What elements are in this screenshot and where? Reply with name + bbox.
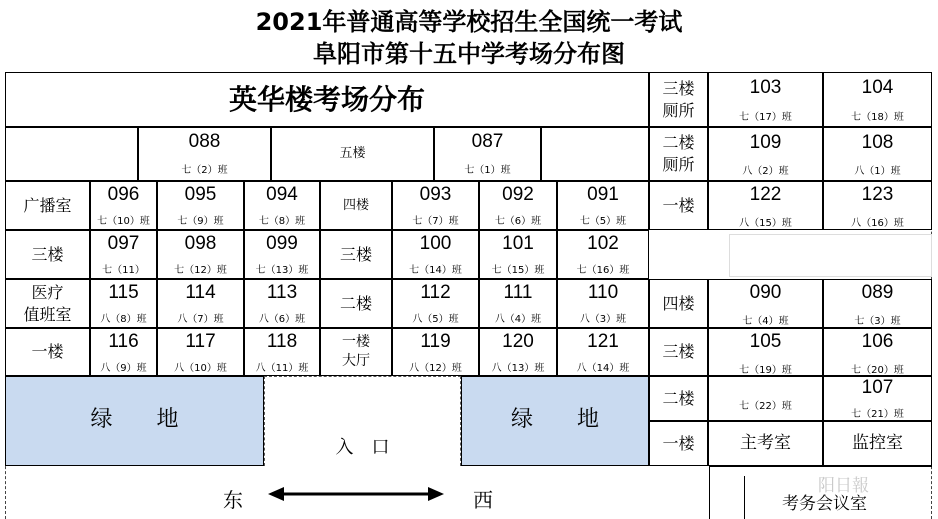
room-number: 095 [184, 184, 217, 205]
label-yiliao [5, 279, 90, 328]
floor-label-line-1: 一楼 [342, 334, 370, 351]
room-092 [479, 181, 557, 230]
room-class: 七（15）班 [491, 265, 545, 276]
floor-label-line-2: 厕所 [662, 155, 695, 174]
room-number: 089 [861, 282, 894, 303]
label-4f-right [649, 279, 708, 328]
floor-label: 五楼 [339, 146, 366, 162]
room-number: 112 [420, 282, 451, 303]
room-098 [157, 230, 244, 279]
room-number: 117 [185, 331, 216, 352]
label-guangbo [5, 181, 90, 230]
room-121 [557, 328, 649, 376]
room-number: 100 [419, 233, 452, 254]
room-class: 八（15）班 [739, 218, 792, 229]
room-zhukao [708, 421, 823, 466]
room-number: 099 [266, 233, 298, 254]
room-number: 087 [471, 131, 504, 152]
room-110 [557, 279, 649, 328]
room-number: 119 [420, 331, 451, 352]
room-class: 七（21）班 [851, 409, 904, 420]
room-class: 八（7）班 [177, 314, 224, 325]
label-2f [320, 279, 392, 328]
room-class: 七（7）班 [412, 216, 459, 227]
room-089 [823, 279, 932, 328]
cell-5f-empty-left [5, 127, 138, 181]
room-class: 八（12）班 [409, 363, 462, 374]
floor-label-line-2: 厕所 [662, 100, 695, 120]
room-number: 090 [749, 282, 782, 303]
room-087 [434, 127, 541, 181]
floor-label: 一楼 [31, 342, 64, 362]
room-100 [392, 230, 479, 279]
room-class: 七（18）班 [851, 112, 904, 123]
room-class: 八（10）班 [174, 363, 227, 374]
room-number: 109 [749, 132, 782, 153]
room-number: 123 [861, 184, 894, 205]
room-093 [392, 181, 479, 230]
room-number: 096 [107, 184, 140, 205]
room-class: 七（8）班 [258, 216, 306, 227]
room-091 [557, 181, 649, 230]
room-class: 七（17）班 [739, 112, 792, 123]
kaowu-divider [744, 476, 745, 519]
room-label-line-2: 值班室 [23, 304, 72, 324]
cell-5f-empty-right [541, 127, 649, 181]
floor-label: 三楼 [339, 244, 372, 264]
label-3f-mid [320, 230, 392, 279]
room-class: 八（1）班 [854, 166, 901, 177]
room-class: 八（11）班 [255, 363, 309, 374]
room-label-line-1: 医疗 [31, 282, 64, 302]
floor-label: 二楼 [339, 293, 372, 313]
room-number: 107 [861, 377, 894, 398]
room-number: 094 [266, 184, 298, 205]
room-102 [557, 230, 649, 279]
room-class: 八（6）班 [258, 314, 306, 325]
room-123 [823, 181, 932, 230]
room-number: 088 [188, 131, 221, 152]
label-2f-right [649, 376, 708, 421]
room-class: 七（19）班 [739, 365, 792, 376]
room-number: 103 [749, 77, 782, 98]
room-number: 111 [503, 282, 533, 303]
room-112 [392, 279, 479, 328]
room-class: 八（16）班 [851, 218, 904, 229]
room-118 [244, 328, 320, 376]
room-104 [823, 72, 932, 127]
green-area-right [461, 376, 649, 466]
room-095 [157, 181, 244, 230]
room-number: 118 [266, 331, 298, 352]
room-number: 104 [861, 77, 894, 98]
right-gap-cell [729, 234, 932, 277]
room-class: 八（14）班 [576, 363, 630, 374]
room-class: 八（4）班 [494, 314, 542, 325]
room-class: 七（13）班 [255, 265, 309, 276]
room-103 [708, 72, 823, 127]
floor-label: 一楼 [662, 195, 695, 215]
room-111 [479, 279, 557, 328]
room-jiankong [823, 421, 932, 466]
floor-label: 一楼 [662, 433, 695, 453]
room-class: 七（22）班 [739, 401, 792, 412]
room-120 [479, 328, 557, 376]
label-1f-right-b [649, 421, 708, 466]
room-number: 121 [587, 331, 619, 352]
room-105 [708, 328, 823, 376]
entrance-area [264, 376, 461, 466]
east-label: 东 [223, 488, 243, 512]
room-kaowu [709, 466, 932, 519]
room-class: 七（3）班 [854, 316, 901, 327]
room-class: 八（3）班 [579, 314, 627, 325]
floor-label: 三楼 [31, 244, 64, 264]
floor-label: 二楼 [662, 388, 695, 408]
room-number: 101 [502, 233, 534, 254]
room-number: 110 [587, 282, 619, 303]
room-label [6, 280, 89, 327]
room-class: 七（5）班 [579, 216, 627, 227]
room-class: 八（2）班 [742, 166, 789, 177]
room-096 [90, 181, 157, 230]
room-122 [708, 181, 823, 230]
room-class: 八（8）班 [100, 314, 147, 325]
kaowu-label: 考务会议室 [782, 494, 867, 514]
room-number: 091 [587, 184, 619, 205]
room-class: 七（6）班 [494, 216, 542, 227]
room-number: 122 [749, 184, 782, 205]
room-class: 八（5）班 [412, 314, 459, 325]
title-line-1: 2021年普通高等学校招生全国统一考试 [255, 8, 683, 36]
room-113 [244, 279, 320, 328]
room-number: 113 [266, 282, 298, 303]
room-115 [90, 279, 157, 328]
label-3f-right [649, 328, 708, 376]
floor-label-line-1: 三楼 [662, 78, 695, 98]
room-class: 七（2）班 [181, 165, 228, 176]
room-119 [392, 328, 479, 376]
room-class: 七（10）班 [97, 216, 150, 227]
west-label: 西 [473, 488, 493, 512]
room-number: 120 [502, 331, 534, 352]
room-088 [138, 127, 271, 181]
floor-label: 四楼 [662, 293, 695, 313]
room-label: 监控室 [852, 433, 903, 454]
room-106 [823, 328, 932, 376]
room-label: 主考室 [740, 433, 791, 454]
room-number: 114 [185, 282, 216, 303]
room-108 [823, 127, 932, 181]
room-117 [157, 328, 244, 376]
room-number: 105 [749, 331, 782, 352]
floor-label: 四楼 [342, 197, 369, 213]
room-number: 102 [587, 233, 619, 254]
floor-label: 三楼 [662, 342, 695, 362]
floor-label-line-1: 二楼 [662, 133, 695, 153]
room-116 [90, 328, 157, 376]
room-number: 092 [502, 184, 534, 205]
room-class: 七（12）班 [174, 265, 227, 276]
room-number: 097 [107, 233, 140, 254]
label-3f-left [5, 230, 90, 279]
floor-label-line-2: 大厅 [342, 353, 370, 369]
room-class: 七（11） [102, 265, 145, 276]
room-090 [708, 279, 823, 328]
room-094 [244, 181, 320, 230]
green-area-left [5, 376, 264, 466]
room-number: 115 [108, 282, 139, 303]
room-class: 八（13）班 [491, 363, 545, 374]
label-5f [271, 127, 434, 181]
entrance-label: 入 口 [335, 436, 390, 458]
room-class: 七（4）班 [742, 316, 789, 327]
room-097 [90, 230, 157, 279]
room-label: 广播室 [23, 195, 72, 215]
room-number: 093 [419, 184, 452, 205]
label-1f-right [649, 181, 708, 230]
room-101 [479, 230, 557, 279]
label-4f [320, 181, 392, 230]
building-title: 英华楼考场分布 [228, 82, 425, 116]
room-107 [823, 376, 932, 421]
room-class: 八（9）班 [100, 363, 147, 374]
label-2f-toilet [649, 127, 708, 181]
room-class: 七（9）班 [177, 216, 224, 227]
room-class: 七（14）班 [409, 265, 462, 276]
title-line-2: 阜阳市第十五中学考场分布图 [313, 40, 625, 68]
green-label: 绿 地 [90, 407, 179, 432]
room-099 [244, 230, 320, 279]
label-1f-left [5, 328, 90, 376]
room-number: 106 [861, 331, 894, 352]
floor-label [650, 128, 707, 180]
building-title-cell [5, 72, 649, 127]
room-class: 七（16）班 [576, 265, 630, 276]
label-3f-toilet [649, 72, 708, 127]
watermark-text: 阳日報 [818, 476, 869, 496]
room-22 [708, 376, 823, 421]
room-number: 098 [184, 233, 217, 254]
floor-label [321, 329, 391, 375]
east-west-arrow-icon [268, 484, 444, 504]
room-114 [157, 279, 244, 328]
room-class: 七（20）班 [851, 365, 904, 376]
green-label: 绿 地 [510, 407, 599, 432]
room-109 [708, 127, 823, 181]
label-1f-hall [320, 328, 392, 376]
room-class: 七（1）班 [464, 165, 511, 176]
room-number: 116 [108, 331, 139, 352]
floor-label [650, 73, 707, 126]
room-number: 108 [861, 132, 894, 153]
